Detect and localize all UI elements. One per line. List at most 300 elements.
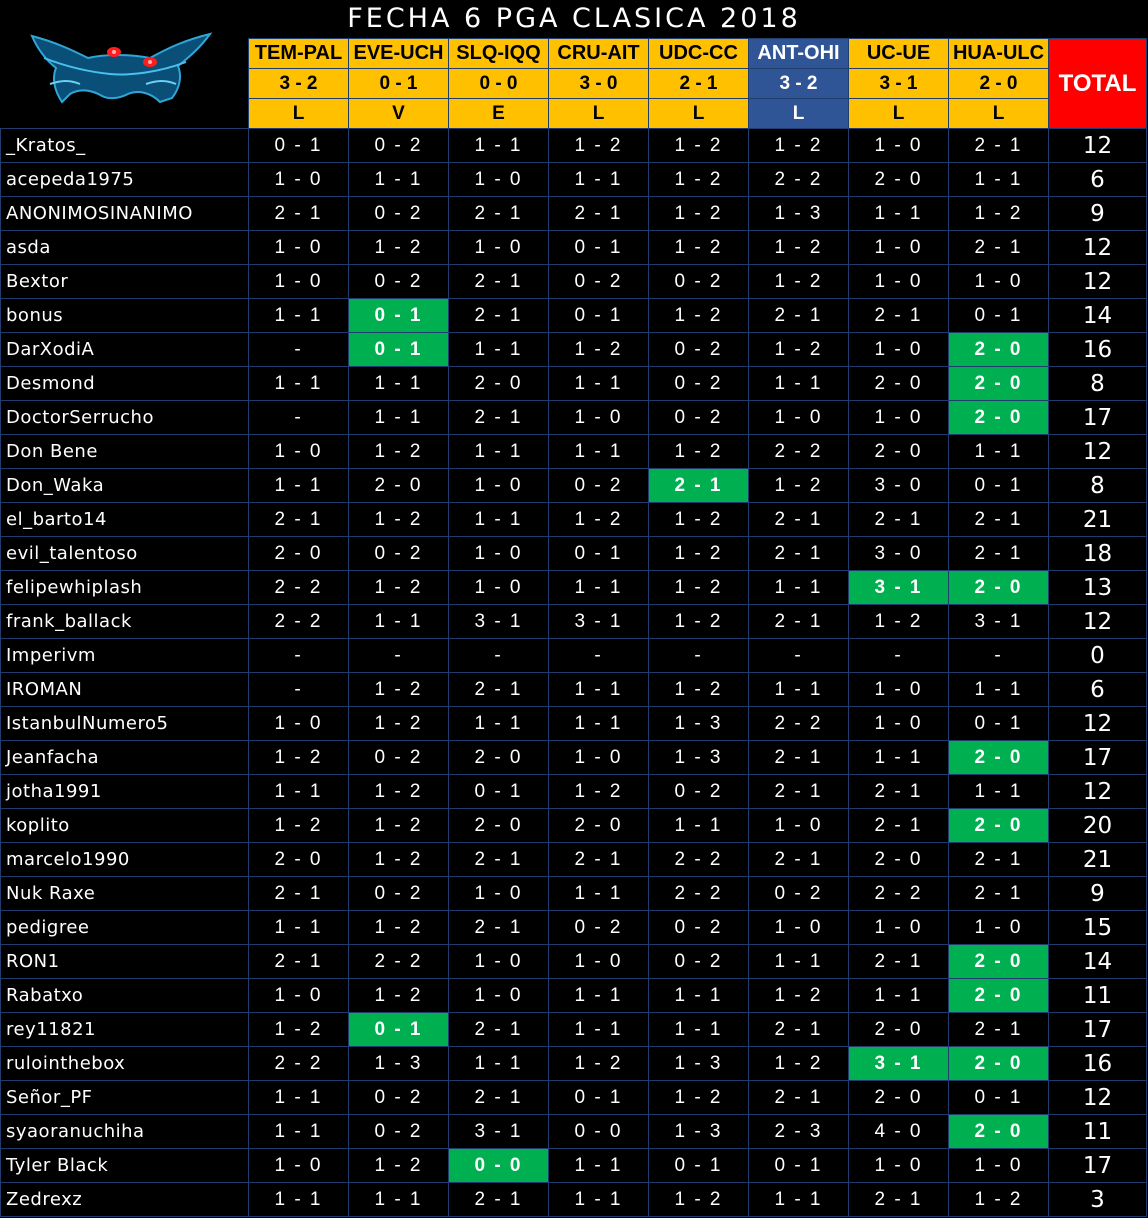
table-row (1, 231, 1147, 265)
player-total: 16 (1049, 333, 1147, 367)
prediction-cell: 0 - 2 (549, 265, 649, 299)
prediction-cell: 2 - 1 (749, 843, 849, 877)
match-name-header: HUA-ULC (949, 39, 1049, 69)
prediction-cell: 2 - 0 (249, 843, 349, 877)
prediction-cell: 2 - 2 (349, 945, 449, 979)
prediction-cell: 1 - 2 (649, 129, 749, 163)
match-score-header: 2 - 0 (949, 69, 1049, 99)
table-row (1, 775, 1147, 809)
prediction-cell-hit: 2 - 0 (949, 1047, 1049, 1081)
prediction-cell: 1 - 1 (649, 809, 749, 843)
prediction-cell: 2 - 1 (949, 1013, 1049, 1047)
prediction-cell: 1 - 2 (349, 707, 449, 741)
player-name: Jeanfacha (1, 741, 249, 775)
prediction-cell: 1 - 1 (449, 435, 549, 469)
prediction-cell: 0 - 1 (749, 1149, 849, 1183)
player-name: Rabatxo (1, 979, 249, 1013)
prediction-cell-hit: 2 - 0 (949, 571, 1049, 605)
prediction-cell: 1 - 2 (649, 435, 749, 469)
prediction-cell-hit: 0 - 1 (349, 299, 449, 333)
prediction-cell: - (249, 401, 349, 435)
prediction-cell: 2 - 0 (849, 843, 949, 877)
prediction-cell: 0 - 1 (549, 1081, 649, 1115)
prediction-cell: - (649, 639, 749, 673)
prediction-cell: 1 - 2 (349, 231, 449, 265)
match-score-header: 3 - 0 (549, 69, 649, 99)
prediction-cell: 1 - 2 (549, 333, 649, 367)
player-name: felipewhiplash (1, 571, 249, 605)
prediction-cell: 1 - 1 (649, 1013, 749, 1047)
table-row (1, 707, 1147, 741)
prediction-cell: 1 - 2 (749, 979, 849, 1013)
player-name: acepeda1975 (1, 163, 249, 197)
prediction-cell: 2 - 2 (249, 605, 349, 639)
table-row (1, 1149, 1147, 1183)
prediction-cell: 2 - 1 (849, 775, 949, 809)
prediction-cell: 2 - 2 (649, 843, 749, 877)
prediction-cell: 1 - 2 (749, 231, 849, 265)
prediction-cell: 4 - 0 (849, 1115, 949, 1149)
prediction-cell: - (749, 639, 849, 673)
prediction-cell: 0 - 2 (349, 877, 449, 911)
table-row (1, 911, 1147, 945)
prediction-cell: 1 - 2 (749, 469, 849, 503)
prediction-cell: 0 - 2 (749, 877, 849, 911)
prediction-cell: 1 - 1 (549, 1149, 649, 1183)
prediction-cell: 1 - 1 (549, 979, 649, 1013)
prediction-cell: 1 - 1 (349, 163, 449, 197)
table-row (1, 605, 1147, 639)
table-row (1, 571, 1147, 605)
prediction-cell: 0 - 2 (349, 129, 449, 163)
player-total: 17 (1049, 741, 1147, 775)
player-total: 9 (1049, 877, 1147, 911)
prediction-cell: 1 - 0 (249, 979, 349, 1013)
prediction-cell-hit: 3 - 1 (849, 1047, 949, 1081)
player-name: Don Bene (1, 435, 249, 469)
prediction-cell: 1 - 1 (249, 1115, 349, 1149)
table-row (1, 741, 1147, 775)
player-total: 12 (1049, 265, 1147, 299)
prediction-cell: 0 - 2 (349, 265, 449, 299)
match-score-header: 3 - 2 (249, 69, 349, 99)
prediction-cell: 1 - 2 (649, 1081, 749, 1115)
table-row (1, 1183, 1147, 1217)
prediction-cell: 1 - 1 (549, 1183, 649, 1217)
match-result-header: L (849, 99, 949, 129)
prediction-cell: 2 - 1 (549, 197, 649, 231)
prediction-cell: 1 - 0 (249, 707, 349, 741)
prediction-cell: 0 - 1 (449, 775, 549, 809)
player-total: 3 (1049, 1183, 1147, 1217)
prediction-cell: 1 - 2 (549, 129, 649, 163)
table-row (1, 639, 1147, 673)
prediction-cell: 1 - 1 (549, 163, 649, 197)
player-total: 11 (1049, 979, 1147, 1013)
prediction-cell: 1 - 1 (849, 979, 949, 1013)
prediction-cell: 2 - 1 (249, 945, 349, 979)
prediction-cell: 1 - 0 (249, 435, 349, 469)
prediction-cell: 2 - 1 (449, 1013, 549, 1047)
prediction-cell: 2 - 2 (749, 707, 849, 741)
player-total: 14 (1049, 945, 1147, 979)
prediction-cell: 3 - 0 (849, 469, 949, 503)
prediction-cell: 1 - 0 (949, 1149, 1049, 1183)
player-total: 9 (1049, 197, 1147, 231)
prediction-cell: 1 - 0 (849, 265, 949, 299)
table-row (1, 843, 1147, 877)
match-name-header: UDC-CC (649, 39, 749, 69)
prediction-cell: 1 - 2 (349, 435, 449, 469)
prediction-cell: - (549, 639, 649, 673)
prediction-cell: 2 - 1 (449, 197, 549, 231)
prediction-cell: 1 - 2 (649, 231, 749, 265)
player-total: 8 (1049, 469, 1147, 503)
player-total: 17 (1049, 401, 1147, 435)
prediction-cell: 1 - 2 (549, 775, 649, 809)
player-name: koplito (1, 809, 249, 843)
prediction-cell: 1 - 3 (349, 1047, 449, 1081)
player-name: Imperivm (1, 639, 249, 673)
match-result-header: L (249, 99, 349, 129)
table-row (1, 945, 1147, 979)
prediction-cell: - (349, 639, 449, 673)
player-total: 20 (1049, 809, 1147, 843)
prediction-cell: 1 - 1 (549, 877, 649, 911)
player-name: syaoranuchiha (1, 1115, 249, 1149)
player-name: DarXodiA (1, 333, 249, 367)
prediction-cell: 1 - 1 (349, 605, 449, 639)
player-total: 12 (1049, 605, 1147, 639)
prediction-cell-hit: 2 - 0 (949, 1115, 1049, 1149)
prediction-cell: 2 - 1 (949, 537, 1049, 571)
prediction-cell: 1 - 2 (749, 129, 849, 163)
player-name: IROMAN (1, 673, 249, 707)
prediction-cell: 1 - 1 (349, 367, 449, 401)
prediction-cell: 1 - 1 (749, 945, 849, 979)
player-total: 21 (1049, 843, 1147, 877)
prediction-cell: 1 - 1 (549, 673, 649, 707)
prediction-cell: 1 - 2 (349, 1149, 449, 1183)
player-total: 16 (1049, 1047, 1147, 1081)
prediction-cell: 1 - 0 (849, 673, 949, 707)
player-name: evil_talentoso (1, 537, 249, 571)
prediction-cell: 0 - 2 (349, 197, 449, 231)
prediction-cell: 0 - 2 (649, 911, 749, 945)
player-total: 8 (1049, 367, 1147, 401)
prediction-cell: 1 - 1 (249, 299, 349, 333)
prediction-cell: 1 - 1 (649, 979, 749, 1013)
match-score-header: 3 - 2 (749, 69, 849, 99)
prediction-cell: 2 - 1 (249, 503, 349, 537)
table-row (1, 469, 1147, 503)
prediction-cell: 1 - 1 (249, 469, 349, 503)
prediction-cell: 1 - 1 (549, 707, 649, 741)
prediction-cell: 1 - 1 (249, 1081, 349, 1115)
prediction-cell: 1 - 2 (649, 163, 749, 197)
prediction-cell: 3 - 0 (849, 537, 949, 571)
prediction-cell: 0 - 2 (349, 1115, 449, 1149)
prediction-cell: 1 - 1 (849, 741, 949, 775)
prediction-cell: 1 - 0 (849, 129, 949, 163)
player-name: Señor_PF (1, 1081, 249, 1115)
prediction-cell: 2 - 0 (849, 435, 949, 469)
prediction-cell: 2 - 0 (849, 367, 949, 401)
prediction-cell: 1 - 2 (349, 843, 449, 877)
prediction-cell: 1 - 1 (249, 367, 349, 401)
table-row (1, 299, 1147, 333)
prediction-cell-hit: 0 - 0 (449, 1149, 549, 1183)
prediction-cell: 0 - 1 (649, 1149, 749, 1183)
prediction-cell: 2 - 2 (749, 435, 849, 469)
prediction-cell: 1 - 2 (749, 1047, 849, 1081)
prediction-cell: 2 - 1 (749, 605, 849, 639)
prediction-cell: 1 - 2 (649, 503, 749, 537)
prediction-cell: 1 - 3 (649, 741, 749, 775)
prediction-cell: 2 - 1 (849, 503, 949, 537)
prediction-cell: 2 - 2 (849, 877, 949, 911)
prediction-cell: 1 - 2 (349, 775, 449, 809)
player-total: 12 (1049, 129, 1147, 163)
prediction-cell: 0 - 2 (549, 911, 649, 945)
prediction-cell: 3 - 1 (549, 605, 649, 639)
prediction-cell: 1 - 1 (949, 163, 1049, 197)
prediction-cell-hit: 0 - 1 (349, 333, 449, 367)
prediction-cell: 2 - 1 (449, 299, 549, 333)
prediction-cell: 1 - 0 (849, 707, 949, 741)
prediction-cell: 2 - 1 (749, 537, 849, 571)
prediction-cell-hit: 2 - 0 (949, 945, 1049, 979)
prediction-cell: 1 - 2 (949, 1183, 1049, 1217)
player-name: _Kratos_ (1, 129, 249, 163)
player-name: RON1 (1, 945, 249, 979)
prediction-cell: 0 - 2 (649, 333, 749, 367)
prediction-cell: 1 - 0 (849, 401, 949, 435)
prediction-cell: 2 - 0 (349, 469, 449, 503)
page-title: FECHA 6 PGA CLASICA 2018 (347, 3, 801, 34)
prediction-cell: 0 - 1 (549, 537, 649, 571)
table-row (1, 333, 1147, 367)
prediction-cell: 1 - 0 (449, 163, 549, 197)
prediction-cell: 0 - 2 (549, 469, 649, 503)
prediction-cell: - (249, 333, 349, 367)
player-name: el_barto14 (1, 503, 249, 537)
player-total: 17 (1049, 1013, 1147, 1047)
prediction-cell: 1 - 2 (249, 1013, 349, 1047)
prediction-cell: 1 - 0 (849, 911, 949, 945)
prediction-cell: 1 - 1 (249, 911, 349, 945)
player-total: 15 (1049, 911, 1147, 945)
prediction-cell: 2 - 1 (749, 1013, 849, 1047)
player-name: Don_Waka (1, 469, 249, 503)
prediction-cell: 2 - 1 (749, 775, 849, 809)
match-result-header: V (349, 99, 449, 129)
player-total: 17 (1049, 1149, 1147, 1183)
player-total: 14 (1049, 299, 1147, 333)
prediction-cell: 1 - 0 (449, 979, 549, 1013)
prediction-cell: 2 - 1 (849, 809, 949, 843)
prediction-cell-hit: 2 - 0 (949, 401, 1049, 435)
prediction-cell-hit: 2 - 0 (949, 979, 1049, 1013)
prediction-cell: 1 - 2 (349, 911, 449, 945)
player-name: rulointhebox (1, 1047, 249, 1081)
prediction-cell: 1 - 2 (749, 333, 849, 367)
prediction-cell: 1 - 3 (649, 1047, 749, 1081)
results-table (0, 38, 1147, 1217)
prediction-cell: 1 - 3 (649, 707, 749, 741)
player-total: 21 (1049, 503, 1147, 537)
prediction-cell: 1 - 1 (349, 401, 449, 435)
prediction-cell: 0 - 1 (949, 299, 1049, 333)
prediction-cell: 1 - 1 (449, 503, 549, 537)
prediction-cell: 1 - 3 (749, 197, 849, 231)
prediction-cell-hit: 2 - 0 (949, 333, 1049, 367)
prediction-cell: 1 - 0 (449, 571, 549, 605)
prediction-cell: 1 - 0 (549, 741, 649, 775)
prediction-cell: 1 - 2 (649, 299, 749, 333)
prediction-cell: 1 - 0 (749, 911, 849, 945)
prediction-cell: 1 - 0 (449, 945, 549, 979)
prediction-cell: 1 - 0 (749, 809, 849, 843)
prediction-cell: 1 - 1 (949, 435, 1049, 469)
prediction-cell: 3 - 1 (949, 605, 1049, 639)
prediction-cell: 1 - 1 (549, 571, 649, 605)
player-name: asda (1, 231, 249, 265)
table-row (1, 1013, 1147, 1047)
table-row (1, 877, 1147, 911)
prediction-cell: 1 - 0 (949, 265, 1049, 299)
match-name-header: SLQ-IQQ (449, 39, 549, 69)
prediction-cell: 1 - 1 (449, 707, 549, 741)
prediction-cell: 0 - 2 (649, 945, 749, 979)
prediction-cell: 2 - 1 (749, 1081, 849, 1115)
match-name-header: EVE-UCH (349, 39, 449, 69)
prediction-cell: 1 - 2 (549, 1047, 649, 1081)
player-total: 6 (1049, 163, 1147, 197)
prediction-cell: 2 - 1 (949, 877, 1049, 911)
player-name: jotha1991 (1, 775, 249, 809)
player-name: Tyler Black (1, 1149, 249, 1183)
prediction-cell-hit: 3 - 1 (849, 571, 949, 605)
prediction-cell: 2 - 3 (749, 1115, 849, 1149)
table-row (1, 265, 1147, 299)
prediction-cell: 2 - 2 (249, 571, 349, 605)
prediction-cell: 1 - 1 (449, 1047, 549, 1081)
prediction-cell: 1 - 1 (749, 1183, 849, 1217)
player-name: rey11821 (1, 1013, 249, 1047)
prediction-cell: 1 - 2 (549, 503, 649, 537)
player-total: 12 (1049, 775, 1147, 809)
prediction-cell: 2 - 0 (449, 809, 549, 843)
prediction-cell: 2 - 1 (449, 265, 549, 299)
prediction-cell: 3 - 1 (449, 1115, 549, 1149)
prediction-cell: 1 - 2 (949, 197, 1049, 231)
prediction-cell: 2 - 0 (849, 1013, 949, 1047)
prediction-cell-hit: 2 - 1 (649, 469, 749, 503)
prediction-cell: 2 - 0 (849, 1081, 949, 1115)
prediction-cell: 1 - 1 (349, 1183, 449, 1217)
prediction-cell: 1 - 2 (649, 197, 749, 231)
prediction-cell: 3 - 1 (449, 605, 549, 639)
prediction-cell: 1 - 2 (749, 265, 849, 299)
prediction-cell: 1 - 0 (849, 333, 949, 367)
prediction-cell: - (449, 639, 549, 673)
match-score-header: 0 - 0 (449, 69, 549, 99)
prediction-cell: 2 - 1 (749, 299, 849, 333)
prediction-cell: 1 - 1 (949, 775, 1049, 809)
prediction-cell: 1 - 2 (649, 1183, 749, 1217)
prediction-cell: 0 - 1 (949, 469, 1049, 503)
prediction-cell-hit: 2 - 0 (949, 809, 1049, 843)
match-name-header: UC-UE (849, 39, 949, 69)
player-total: 18 (1049, 537, 1147, 571)
prediction-cell: 2 - 1 (249, 877, 349, 911)
player-name: IstanbulNumero5 (1, 707, 249, 741)
prediction-cell: 2 - 1 (749, 503, 849, 537)
player-name: pedigree (1, 911, 249, 945)
prediction-cell: 1 - 0 (249, 231, 349, 265)
table-row (1, 1115, 1147, 1149)
prediction-cell: 2 - 1 (849, 299, 949, 333)
prediction-cell: 1 - 0 (249, 265, 349, 299)
match-result-header: L (949, 99, 1049, 129)
prediction-cell: 1 - 1 (549, 1013, 649, 1047)
table-row (1, 809, 1147, 843)
table-row (1, 503, 1147, 537)
prediction-cell: 2 - 1 (949, 843, 1049, 877)
prediction-cell: 2 - 2 (249, 1047, 349, 1081)
prediction-cell: 1 - 2 (249, 809, 349, 843)
prediction-cell: 0 - 1 (249, 129, 349, 163)
table-row (1, 537, 1147, 571)
prediction-cell: 2 - 1 (949, 503, 1049, 537)
prediction-cell: 2 - 1 (449, 1081, 549, 1115)
prediction-cell: 0 - 1 (549, 231, 649, 265)
prediction-cell: 1 - 2 (249, 741, 349, 775)
table-row (1, 163, 1147, 197)
prediction-cell: - (249, 673, 349, 707)
prediction-cell: 2 - 1 (849, 945, 949, 979)
prediction-cell: 2 - 0 (449, 741, 549, 775)
total-header: TOTAL (1049, 39, 1147, 129)
player-name: Desmond (1, 367, 249, 401)
player-name: ANONIMOSINANIMO (1, 197, 249, 231)
header-row-name (1, 39, 1147, 69)
table-row (1, 1081, 1147, 1115)
prediction-cell: 1 - 2 (649, 605, 749, 639)
prediction-cell: 0 - 2 (349, 1081, 449, 1115)
match-name-header: CRU-AIT (549, 39, 649, 69)
match-name-header: TEM-PAL (249, 39, 349, 69)
table-row (1, 367, 1147, 401)
match-result-header: L (749, 99, 849, 129)
prediction-cell: 1 - 1 (749, 367, 849, 401)
prediction-cell: 1 - 2 (649, 673, 749, 707)
player-total: 6 (1049, 673, 1147, 707)
prediction-cell: 1 - 1 (449, 333, 549, 367)
prediction-cell: 2 - 1 (549, 843, 649, 877)
prediction-cell: 0 - 0 (549, 1115, 649, 1149)
prediction-cell: 2 - 1 (449, 401, 549, 435)
player-name: Nuk Raxe (1, 877, 249, 911)
prediction-cell: 1 - 2 (649, 571, 749, 605)
prediction-cell: 1 - 0 (949, 911, 1049, 945)
prediction-cell: 1 - 1 (749, 571, 849, 605)
prediction-cell: 0 - 2 (649, 401, 749, 435)
table-row (1, 673, 1147, 707)
table-row (1, 979, 1147, 1013)
prediction-cell: 2 - 1 (449, 1183, 549, 1217)
